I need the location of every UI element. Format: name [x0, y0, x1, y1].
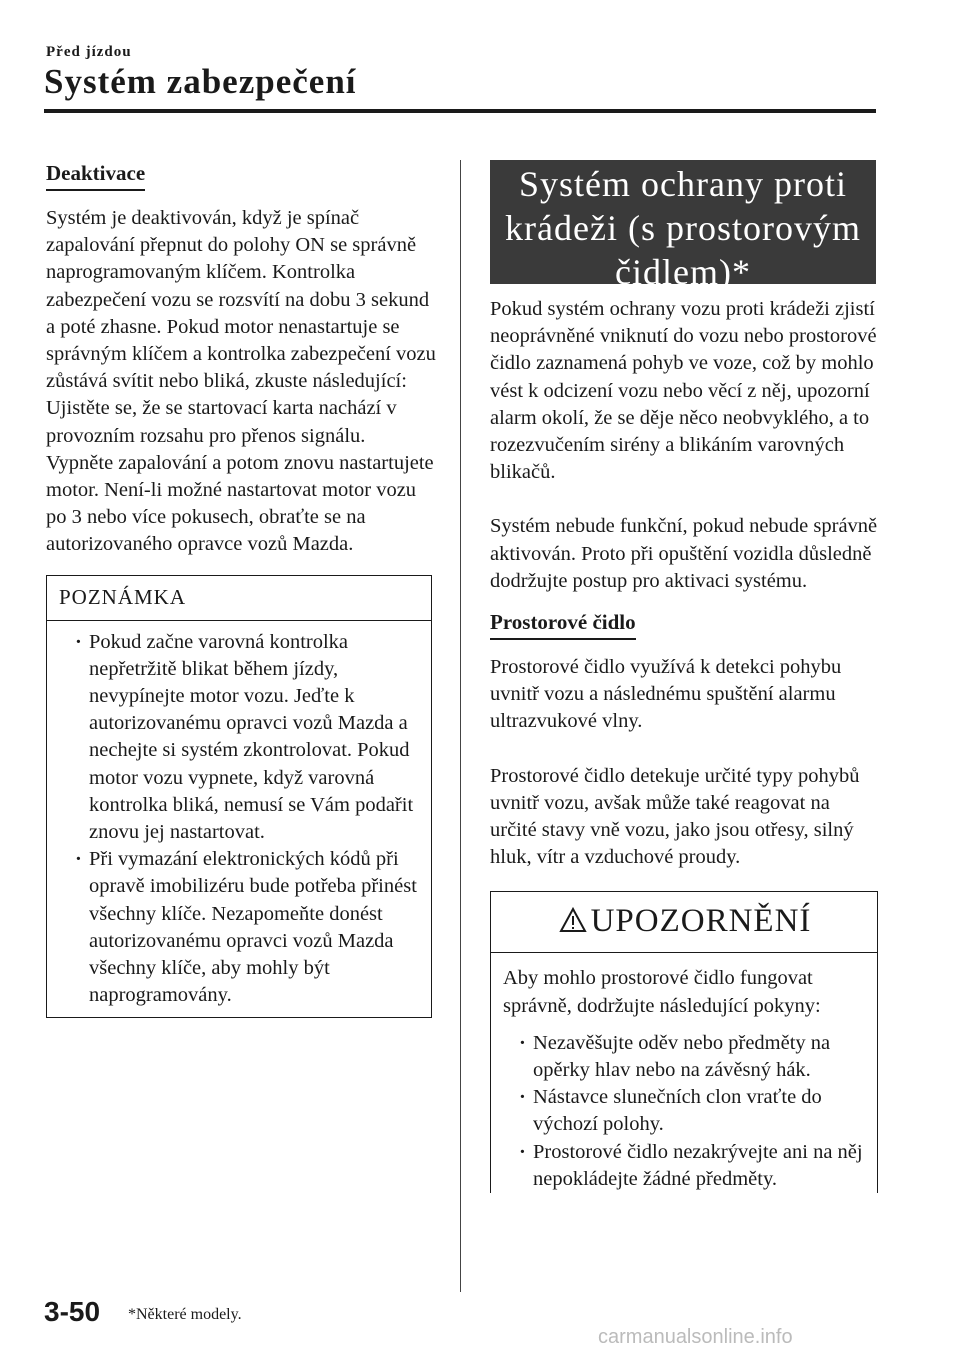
footnote: *Některé modely. [128, 1306, 242, 1323]
paragraph-gap [490, 736, 880, 763]
bullet-icon: · [75, 630, 82, 653]
deactivation-paragraph: Systém je deaktivován, když je spínač zapalování přepnut do polohy ON se správně naprogramovaným klíčem. Kontrolka zabezpečení vozu se rozsvítí na dobu 3 sekund a poté zhasne. Pokud motor nenastartuje se správným klíčem a kontrolka zabezpečení vozu zůstává svítit nebo bliká, zkuste následující: Ujistěte se, že se startovací karta nachází v provozním rozsahu pro přenos signálu. Vypněte zapalování a potom znovu nastartujete motor. Není-li možné nastartovat motor vozu po 3 nebo více pokusech, obraťte se na autorizovaného opravce vozů Mazda. [46, 207, 436, 556]
heading-gap [490, 595, 880, 609]
sensor-paragraph: Prostorové čidlo detekuje určité typy pohybů uvnitř vozu, avšak může také reagovat na určité stavy vně vozu, jako jsou otřesy, silný hluk, vítr a vzduchové proudy. [490, 764, 860, 869]
warning-title: UPOZORNĚNÍ [590, 903, 812, 940]
sensor-paragraph: Prostorové čidlo využívá k detekci pohybu uvnitř vozu a následnému spuštění alarmu ultrazvukové vlny. [490, 656, 842, 733]
section-label: Před jízdou [46, 44, 132, 60]
bullet-icon: · [75, 848, 82, 871]
header-rule [44, 109, 876, 113]
note-item-text: Pokud začne varovná kontrolka nepřetržitě blikat během jízdy, nevypínejte motor vozu. Jeďte k autorizovanému opravci vozů Mazda a nechejte si systém zkontrolovat. Pokud motor vozu vypnete, když varovná kontrolka bliká, nemusí se Vám podařit znovu jej nastartovat. [89, 630, 414, 844]
section-banner: Systém ochrany proti krádeži (s prostorovým čidlem)* [490, 160, 876, 284]
warning-intro: Aby mohlo prostorové čidlo fungovat správně, dodržujte následující pokyny: [503, 967, 821, 1017]
watermark: carmanualsonline.info [598, 1326, 793, 1348]
note-item [59, 846, 417, 1009]
page-title: Systém zabezpečení [44, 62, 357, 101]
bullet-icon: · [519, 1086, 526, 1109]
warning-header [503, 892, 867, 952]
left-column [46, 160, 436, 1018]
right-column [490, 160, 880, 1193]
warning-box [490, 891, 878, 1193]
intro-paragraph: Pokud systém ochrany vozu proti krádeži zjistí neoprávněné vniknutí do vozu nebo prostorové čidlo zaznamená pohyb ve voze, což by mohlo vést k odcizení vozu nebo věcí z něj, upozorní alarm okolí, že se děje něco neobvyklého, a to rozezvučením sirény a blikáním varovných blikačů. [490, 298, 877, 484]
paragraph-gap [490, 486, 880, 513]
warning-item-text: Prostorové čidlo nezakrývejte ani na něj nepokládejte žádné předměty. [533, 1140, 863, 1190]
bullet-icon: · [519, 1140, 526, 1163]
bullet-icon: · [519, 1031, 526, 1054]
warning-triangle-icon [559, 907, 587, 933]
warning-item [503, 1139, 867, 1193]
sensor-heading: Prostorové čidlo [490, 609, 636, 640]
column-divider [460, 160, 461, 1292]
note-box [46, 575, 432, 1019]
note-item-text: Při vymazání elektronických kódů při opravě imobilizéru bude potřeba přinést všechny klíče. Nezapomeňte donést autorizovanému opravci vozů Mazda všechny klíče, aby mohly být naprogramovány. [89, 848, 417, 1007]
warning-item-text: Nástavce slunečních clon vraťte do výchozí polohy. [533, 1086, 822, 1136]
note-item [59, 629, 417, 847]
note-separator [47, 620, 431, 621]
note-title: POZNÁMKA [59, 584, 187, 609]
deactivation-heading: Deaktivace [46, 160, 145, 191]
activation-paragraph: Systém nebude funkční, pokud nebude správně aktivován. Proto při opuštění vozidla důsledně dodržujte postup pro aktivaci systému. [490, 515, 878, 592]
page-number: 3-50 [44, 1296, 101, 1327]
warning-item [503, 1084, 867, 1138]
warning-separator [491, 952, 877, 953]
warning-item-text: Nezavěšujte oděv nebo předměty na opěrky hlav nebo na závěsný hák. [533, 1031, 831, 1082]
warning-item [503, 1030, 867, 1084]
warning-gap [503, 1020, 867, 1030]
